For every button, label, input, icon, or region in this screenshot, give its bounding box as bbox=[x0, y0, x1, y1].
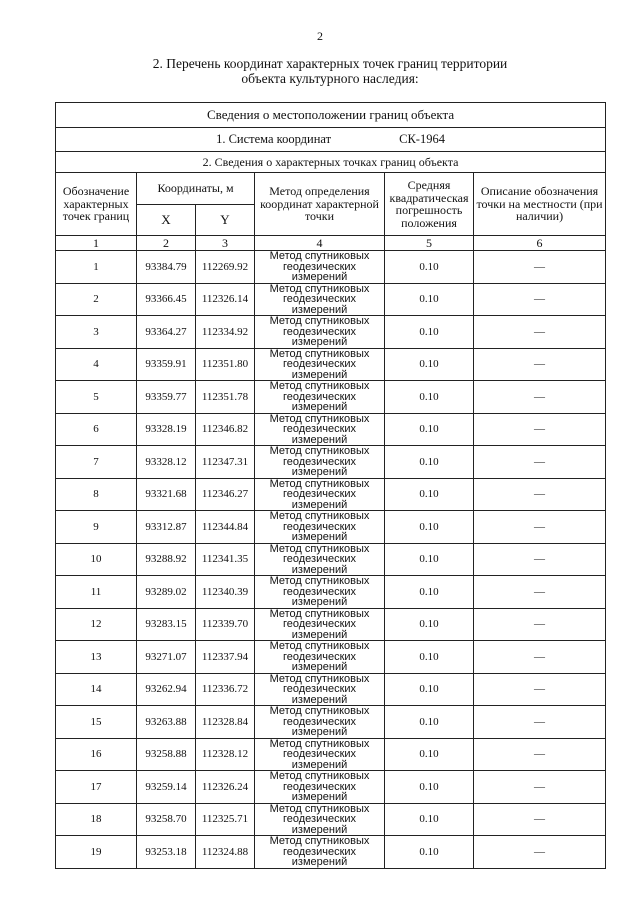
error-value: 0.10 bbox=[385, 381, 474, 414]
description-value: — bbox=[474, 738, 606, 771]
description-value: — bbox=[474, 251, 606, 284]
description-value: — bbox=[474, 478, 606, 511]
coordinate-y: 112339.70 bbox=[196, 608, 255, 641]
method-cell bbox=[255, 413, 385, 446]
method-text-line-1: Метод спутниковых bbox=[269, 673, 370, 685]
description-value: — bbox=[474, 673, 606, 706]
description-value: — bbox=[474, 771, 606, 804]
table-row bbox=[56, 413, 606, 446]
method-text-line-1: Метод спутниковых bbox=[269, 380, 370, 392]
point-number: 18 bbox=[56, 803, 137, 836]
method-text-line-1: Метод спутниковых bbox=[269, 315, 370, 327]
method-cell bbox=[255, 576, 385, 609]
method-text-line-1: Метод спутниковых bbox=[269, 445, 370, 457]
method-text-line-2: геодезических измерений bbox=[282, 650, 357, 673]
column-numbers-row bbox=[56, 236, 606, 251]
coordinate-x: 93359.91 bbox=[137, 348, 196, 381]
coordinate-x: 93259.14 bbox=[137, 771, 196, 804]
table-row bbox=[56, 283, 606, 316]
point-number: 9 bbox=[56, 511, 137, 544]
method-text-line-1: Метод спутниковых bbox=[269, 640, 370, 652]
boundary-points-table bbox=[55, 102, 606, 869]
error-value: 0.10 bbox=[385, 446, 474, 479]
method-text-line-1: Метод спутниковых bbox=[269, 543, 370, 555]
coordinate-y: 112351.80 bbox=[196, 348, 255, 381]
table-row bbox=[56, 738, 606, 771]
coordinate-y: 112347.31 bbox=[196, 446, 255, 479]
error-value: 0.10 bbox=[385, 478, 474, 511]
section-header: Сведения о местоположении границ объекта bbox=[56, 103, 606, 128]
description-value: — bbox=[474, 706, 606, 739]
coordinate-x: 93253.18 bbox=[137, 836, 196, 869]
point-number: 4 bbox=[56, 348, 137, 381]
method-text-line-2: геодезических измерений bbox=[282, 813, 357, 836]
coordinate-y: 112337.94 bbox=[196, 641, 255, 674]
column-number: 2 bbox=[137, 236, 196, 251]
coordinate-x: 93328.12 bbox=[137, 446, 196, 479]
method-cell bbox=[255, 478, 385, 511]
coordinate-y: 112346.27 bbox=[196, 478, 255, 511]
point-number: 11 bbox=[56, 576, 137, 609]
error-value: 0.10 bbox=[385, 836, 474, 869]
coordinate-x: 93289.02 bbox=[137, 576, 196, 609]
point-number: 6 bbox=[56, 413, 137, 446]
method-cell bbox=[255, 771, 385, 804]
error-value: 0.10 bbox=[385, 738, 474, 771]
coordinate-y: 112269.92 bbox=[196, 251, 255, 284]
method-cell bbox=[255, 641, 385, 674]
coordinate-y: 112341.35 bbox=[196, 543, 255, 576]
table-row bbox=[56, 576, 606, 609]
point-number: 12 bbox=[56, 608, 137, 641]
method-text-line-2: геодезических измерений bbox=[282, 715, 357, 738]
table-row bbox=[56, 706, 606, 739]
point-number: 19 bbox=[56, 836, 137, 869]
coordinate-x: 93384.79 bbox=[137, 251, 196, 284]
description-value: — bbox=[474, 641, 606, 674]
table-row bbox=[56, 381, 606, 414]
error-value: 0.10 bbox=[385, 608, 474, 641]
point-number: 15 bbox=[56, 706, 137, 739]
coordinate-y: 112326.24 bbox=[196, 771, 255, 804]
error-value: 0.10 bbox=[385, 316, 474, 349]
method-text-line-2: геодезических измерений bbox=[282, 520, 357, 543]
table-row bbox=[56, 836, 606, 869]
coordinate-y: 112334.92 bbox=[196, 316, 255, 349]
method-cell bbox=[255, 706, 385, 739]
coordinate-x: 93258.70 bbox=[137, 803, 196, 836]
description-value: — bbox=[474, 543, 606, 576]
column-number: 3 bbox=[196, 236, 255, 251]
column-header-y: Y bbox=[196, 205, 255, 236]
error-value: 0.10 bbox=[385, 348, 474, 381]
error-value: 0.10 bbox=[385, 576, 474, 609]
table-row bbox=[56, 641, 606, 674]
column-number: 4 bbox=[255, 236, 385, 251]
method-text-line-2: геодезических измерений bbox=[282, 260, 357, 283]
error-value: 0.10 bbox=[385, 641, 474, 674]
coordinate-y: 112325.71 bbox=[196, 803, 255, 836]
point-number: 1 bbox=[56, 251, 137, 284]
point-number: 16 bbox=[56, 738, 137, 771]
table-row bbox=[56, 771, 606, 804]
method-cell bbox=[255, 446, 385, 479]
method-cell bbox=[255, 511, 385, 544]
method-text-line-1: Метод спутниковых bbox=[269, 348, 370, 360]
coordinate-y: 112328.12 bbox=[196, 738, 255, 771]
table-row bbox=[56, 251, 606, 284]
method-text-line-1: Метод спутниковых bbox=[269, 413, 370, 425]
coordinate-x: 93359.77 bbox=[137, 381, 196, 414]
column-number: 1 bbox=[56, 236, 137, 251]
coordinate-x: 93262.94 bbox=[137, 673, 196, 706]
error-value: 0.10 bbox=[385, 283, 474, 316]
method-text-line-1: Метод спутниковых bbox=[269, 575, 370, 587]
error-value: 0.10 bbox=[385, 771, 474, 804]
method-text-line-2: геодезических измерений bbox=[282, 358, 357, 381]
coordinate-y: 112340.39 bbox=[196, 576, 255, 609]
method-cell bbox=[255, 836, 385, 869]
point-number: 7 bbox=[56, 446, 137, 479]
coordinate-y: 112336.72 bbox=[196, 673, 255, 706]
description-value: — bbox=[474, 511, 606, 544]
point-number: 8 bbox=[56, 478, 137, 511]
description-value: — bbox=[474, 576, 606, 609]
coordinate-x: 93328.19 bbox=[137, 413, 196, 446]
method-text-line-2: геодезических измерений bbox=[282, 390, 357, 413]
coordinate-x: 93263.88 bbox=[137, 706, 196, 739]
method-text-line-2: геодезических измерений bbox=[282, 325, 357, 348]
method-text-line-1: Метод спутниковых bbox=[269, 478, 370, 490]
table-row bbox=[56, 316, 606, 349]
method-text-line-2: геодезических измерений bbox=[282, 455, 357, 478]
coordinate-y: 112351.78 bbox=[196, 381, 255, 414]
error-value: 0.10 bbox=[385, 511, 474, 544]
description-value: — bbox=[474, 836, 606, 869]
method-text-line-1: Метод спутниковых bbox=[269, 835, 370, 847]
point-number: 13 bbox=[56, 641, 137, 674]
method-text-line-2: геодезических измерений bbox=[282, 618, 357, 641]
method-text-line-1: Метод спутниковых bbox=[269, 283, 370, 295]
method-cell bbox=[255, 738, 385, 771]
points-section-header: 2. Сведения о характерных точках границ объекта bbox=[56, 152, 606, 173]
coordinate-y: 112326.14 bbox=[196, 283, 255, 316]
coordinate-x: 93271.07 bbox=[137, 641, 196, 674]
error-value: 0.10 bbox=[385, 251, 474, 284]
description-value: — bbox=[474, 608, 606, 641]
error-value: 0.10 bbox=[385, 673, 474, 706]
table-row bbox=[56, 673, 606, 706]
description-value: — bbox=[474, 283, 606, 316]
method-cell bbox=[255, 251, 385, 284]
method-text-line-1: Метод спутниковых bbox=[269, 510, 370, 522]
method-text-line-2: геодезических измерений bbox=[282, 585, 357, 608]
method-cell bbox=[255, 803, 385, 836]
column-header-x: X bbox=[137, 205, 196, 236]
coordinate-system-row bbox=[56, 128, 606, 152]
point-number: 5 bbox=[56, 381, 137, 414]
method-text-line-2: геодезических измерений bbox=[282, 780, 357, 803]
coordinate-x: 93364.27 bbox=[137, 316, 196, 349]
coordinate-x: 93312.87 bbox=[137, 511, 196, 544]
method-text-line-2: геодезических измерений bbox=[282, 748, 357, 771]
method-text-line-2: геодезических измерений bbox=[282, 683, 357, 706]
method-text-line-1: Метод спутниковых bbox=[269, 608, 370, 620]
table-row bbox=[56, 608, 606, 641]
column-number: 6 bbox=[474, 236, 606, 251]
table-row bbox=[56, 543, 606, 576]
coordinate-x: 93283.15 bbox=[137, 608, 196, 641]
method-cell bbox=[255, 673, 385, 706]
description-value: — bbox=[474, 803, 606, 836]
method-text-line-1: Метод спутниковых bbox=[269, 770, 370, 782]
description-value: — bbox=[474, 413, 606, 446]
column-header-coordinates: Координаты, м bbox=[137, 173, 255, 205]
method-cell bbox=[255, 316, 385, 349]
method-cell bbox=[255, 348, 385, 381]
table-row bbox=[56, 348, 606, 381]
column-header-description: Описание обозначения точки на местности (при наличии) bbox=[474, 173, 606, 236]
method-cell bbox=[255, 608, 385, 641]
error-value: 0.10 bbox=[385, 803, 474, 836]
point-number: 10 bbox=[56, 543, 137, 576]
description-value: — bbox=[474, 316, 606, 349]
error-value: 0.10 bbox=[385, 413, 474, 446]
title-line-2: объекта культурного наследия: bbox=[241, 71, 419, 86]
coordinate-y: 112346.82 bbox=[196, 413, 255, 446]
page-number: 2 bbox=[317, 29, 323, 43]
method-cell bbox=[255, 283, 385, 316]
description-value: — bbox=[474, 381, 606, 414]
point-number: 14 bbox=[56, 673, 137, 706]
document-title bbox=[120, 56, 540, 86]
coordinate-y: 112344.84 bbox=[196, 511, 255, 544]
coordinate-system-value: СК-1964 bbox=[399, 132, 445, 146]
coordinate-x: 93321.68 bbox=[137, 478, 196, 511]
point-number: 3 bbox=[56, 316, 137, 349]
method-text-line-1: Метод спутниковых bbox=[269, 705, 370, 717]
table-row bbox=[56, 446, 606, 479]
table-row bbox=[56, 478, 606, 511]
column-header-method: Метод определения координат характерной точки bbox=[255, 173, 385, 236]
method-text-line-1: Метод спутниковых bbox=[269, 250, 370, 262]
method-text-line-1: Метод спутниковых bbox=[269, 738, 370, 750]
method-text-line-1: Метод спутниковых bbox=[269, 803, 370, 815]
table-row bbox=[56, 803, 606, 836]
point-number: 2 bbox=[56, 283, 137, 316]
method-text-line-2: геодезических измерений bbox=[282, 488, 357, 511]
method-text-line-2: геодезических измерений bbox=[282, 293, 357, 316]
method-cell bbox=[255, 381, 385, 414]
error-value: 0.10 bbox=[385, 706, 474, 739]
column-number: 5 bbox=[385, 236, 474, 251]
method-text-line-2: геодезических измерений bbox=[282, 845, 357, 868]
error-value: 0.10 bbox=[385, 543, 474, 576]
column-header-designation: Обозначение характерных точек границ bbox=[56, 173, 137, 236]
method-text-line-2: геодезических измерений bbox=[282, 423, 357, 446]
coordinate-x: 93258.88 bbox=[137, 738, 196, 771]
coordinate-x: 93288.92 bbox=[137, 543, 196, 576]
method-text-line-2: геодезических измерений bbox=[282, 553, 357, 576]
coordinate-system-label: 1. Система координат bbox=[216, 132, 332, 146]
method-cell bbox=[255, 543, 385, 576]
table-row bbox=[56, 511, 606, 544]
description-value: — bbox=[474, 446, 606, 479]
coordinate-y: 112328.84 bbox=[196, 706, 255, 739]
point-number: 17 bbox=[56, 771, 137, 804]
column-header-error: Средняя квадратическая погрешность положения bbox=[385, 173, 474, 236]
coordinate-x: 93366.45 bbox=[137, 283, 196, 316]
description-value: — bbox=[474, 348, 606, 381]
coordinate-y: 112324.88 bbox=[196, 836, 255, 869]
title-line-1: 2. Перечень координат характерных точек границ территории bbox=[152, 56, 508, 71]
